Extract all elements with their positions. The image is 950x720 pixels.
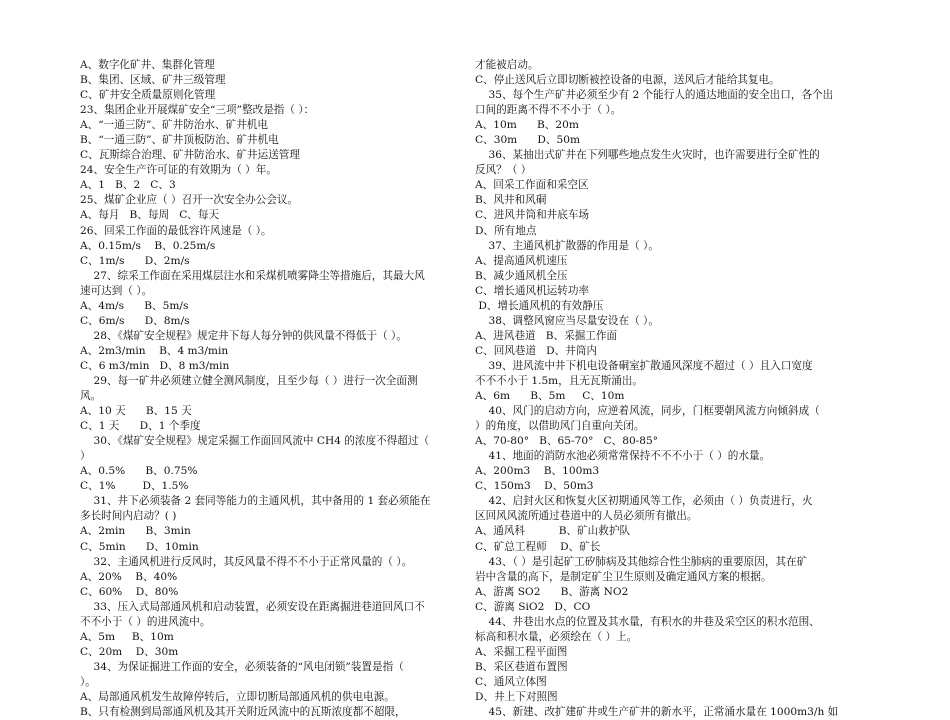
right-line: C、150m3 D、50m3 [475, 480, 594, 493]
left-line: 30、《煤矿安全规程》规定采掘工作面回风流中 CH4 的浓度不得超过（ [80, 435, 430, 448]
right-line: A、6m B、5m C、10m [475, 390, 625, 403]
left-line: A、局部通风机发生故障停转后，立即切断局部通风机的供电电源。 [80, 690, 395, 703]
left-line: 27、综采工作面在采用煤层注水和采煤机喷雾降尘等措施后，其最大风 [80, 269, 425, 282]
left-line: 23、集团企业开展煤矿安全“三项”整改是指（ ）： [80, 104, 315, 117]
left-line: A、10 天 B、15 天 [80, 405, 192, 418]
left-line: 29、每一矿井必须建立健全测风制度，且至少每（ ）进行一次全面测 [80, 374, 418, 387]
right-line: C、游离 SiO2 D、CO [475, 600, 591, 613]
right-line: 才能被启动。 [475, 59, 539, 71]
right-line: C、矿总工程师 D、矿长 [475, 540, 601, 553]
right-line: 41、地面的消防水池必须常常保持不不不小于（ ）的水量。 [475, 450, 771, 463]
right-line: A、采掘工程平面图 [475, 645, 568, 658]
left-line: 26、回采工作面的最低容许风速是（ ）。 [80, 224, 272, 237]
right-line: 36、某抽出式矿井在下列哪些地点发生火灾时，也许需要进行全矿性的 [475, 149, 820, 162]
left-line: 28、《煤矿安全规程》规定井下每人每分钟的供风量不得低于（ ）。 [80, 329, 407, 342]
right-line: D、增长通风机的有效静压 [475, 299, 604, 312]
left-line: C、60% D、80% [80, 585, 179, 598]
left-line: 33、压入式局部通风机和启动装置，必须安设在距离掘进巷道回风口不 [80, 600, 425, 613]
left-line: 不不小于（ ）的进风流中。 [80, 615, 211, 628]
right-line: 35、每个生产矿井必须至少有 2 个能行人的通达地面的安全出口，各个出 [475, 89, 834, 102]
right-line: 标高和积水量，必须绘在（ ）上。 [475, 630, 638, 643]
right-line: C、停止送风后立即切断被控设备的电源，送风后才能给其复电。 [475, 74, 780, 87]
right-line: C、回风巷道 D、井筒内 [475, 344, 598, 357]
right-line: 38、调整风窗应当尽量安设在（ ）。 [475, 314, 659, 327]
left-line: 多长时间内启动？( ) [80, 510, 177, 523]
right-line: 37、主通风机扩散器的作用是（ ）。 [475, 239, 659, 252]
left-line: A、4m/s B、5m/s [80, 299, 189, 312]
left-column [80, 58, 452, 720]
right-line: 39、进风流中井下机电设备硐室扩散通风深度不超过（ ）且入口宽度 [475, 359, 813, 372]
right-line: 43、（ ）是引起矿工矽肺病及其他综合性尘肺病的重要原因，其在矿 [475, 555, 808, 568]
left-line: A、2m3/min B、4 m3/min [80, 344, 229, 357]
left-line: 34、为保证掘进工作面的安全，必须装备的“风电闭锁”装置是指（ [80, 660, 404, 673]
right-line: A、70-80° B、65-70° C、80-85° [475, 435, 659, 448]
right-column [475, 58, 851, 720]
left-line: C、6 m3/min D、8 m3/min [80, 359, 230, 372]
right-line: C、进风井筒和井底车场 [475, 209, 590, 222]
right-line: 44、井巷出水点的位置及其水量，有积水的井巷及采空区的积水范围、 [475, 615, 820, 628]
right-line: 45、新建、改扩建矿井或生产矿井的新水平，正常涌水量在 1000m3/h 如 [475, 706, 839, 719]
left-line: A、5m B、10m [80, 630, 174, 643]
right-line: 反风？（ ） [475, 164, 532, 177]
left-line: ） [80, 450, 91, 463]
right-line: C、30m D、50m [475, 134, 581, 147]
right-line: D、所有地点 [475, 224, 537, 237]
right-line: C、通风立体图 [475, 675, 547, 688]
left-line: A、“一通三防”、矿井防治水、矿井机电 [80, 119, 268, 132]
left-line: A、20% B、40% [80, 570, 178, 583]
right-line: 岩中含量的高下，是制定矿尘卫生原则及确定通风方案的根据。 [475, 570, 772, 583]
left-line: 风。 [80, 390, 102, 403]
left-line: 32、主通风机进行反风时，其反风量不得不不小于正常风量的（ ）。 [80, 555, 413, 568]
left-line: 速可达到（ ）。 [80, 284, 153, 297]
right-line: 不不不小于 1.5m，且无瓦斯涌出。 [475, 374, 643, 387]
left-line: B、只有检测到局部通风机及其开关附近风流中的瓦斯浓度都不超限， [80, 706, 406, 719]
left-line: B、“一通三防”、矿井顶板防治、矿井机电 [80, 134, 279, 147]
left-line: C、瓦斯综合治理、矿井防治水、矿井运送管理 [80, 149, 300, 162]
left-line: 25、煤矿企业应（ ）召开一次安全办公会议。 [80, 194, 299, 207]
left-line: C、1% D、1.5% [80, 480, 189, 493]
right-line: A、进风巷道 B、采掘工作面 [475, 329, 618, 342]
right-line: D、井上下对照图 [475, 690, 558, 703]
left-line: C、6m/s D、8m/s [80, 314, 190, 327]
right-line: 40、风门的启动方向，应逆着风流，同步，门框要朝风流方向倾斜成（ [475, 405, 820, 418]
left-line: C、1 天 D、1 个季度 [80, 420, 201, 433]
right-line: B、采区巷道布置图 [475, 660, 568, 673]
right-line: B、减少通风机全压 [475, 269, 568, 282]
right-line: 口间的距离不得不不小于（ ）。 [475, 104, 622, 117]
left-line: 24、安全生产许可证的有效期为（ ）年。 [80, 164, 277, 177]
left-line: B、集团、区域、矿井三级管理 [80, 74, 226, 87]
right-line: A、10m B、20m [475, 119, 579, 132]
right-line: A、提高通风机速压 [475, 254, 568, 267]
left-line: A、2min B、3min [80, 525, 191, 538]
right-line: 区回风风流所通过巷道中的人员必须所有撤出。 [475, 510, 698, 523]
left-line: ）。 [80, 675, 96, 688]
right-line: ）的角度，以借助风门自重向关闭。 [475, 420, 645, 433]
left-line: C、20m D、30m [80, 645, 179, 658]
right-line: A、200m3 B、100m3 [475, 465, 600, 478]
right-line: 42、启封火区和恢复火区初期通风等工作，必须由（ ）负责进行，火 [475, 495, 813, 508]
right-line: C、增长通风机运转功率 [475, 284, 590, 297]
left-line: 31、井下必须装备 2 套同等能力的主通风机，其中备用的 1 套必须能在 [80, 495, 431, 508]
left-line: C、5min D、10min [80, 540, 199, 553]
left-line: A、0.15m/s B、0.25m/s [80, 239, 216, 252]
left-line: A、0.5% B、0.75% [80, 465, 198, 478]
right-line: A、游离 SO2 B、游离 NO2 [475, 585, 629, 598]
right-line: A、通风科 B、矿山救护队 [475, 525, 631, 538]
left-line: C、矿井安全质量原则化管理 [80, 89, 216, 102]
right-line: A、回采工作面和采空区 [475, 179, 589, 192]
right-line: B、风井和风硐 [475, 194, 547, 207]
left-line: A、1 B、2 C、3 [80, 179, 176, 192]
left-line: A、数字化矿井、集群化管理 [80, 59, 215, 71]
left-line: C、1m/s D、2m/s [80, 254, 190, 267]
left-line: A、每月 B、每周 C、每天 [80, 209, 220, 222]
